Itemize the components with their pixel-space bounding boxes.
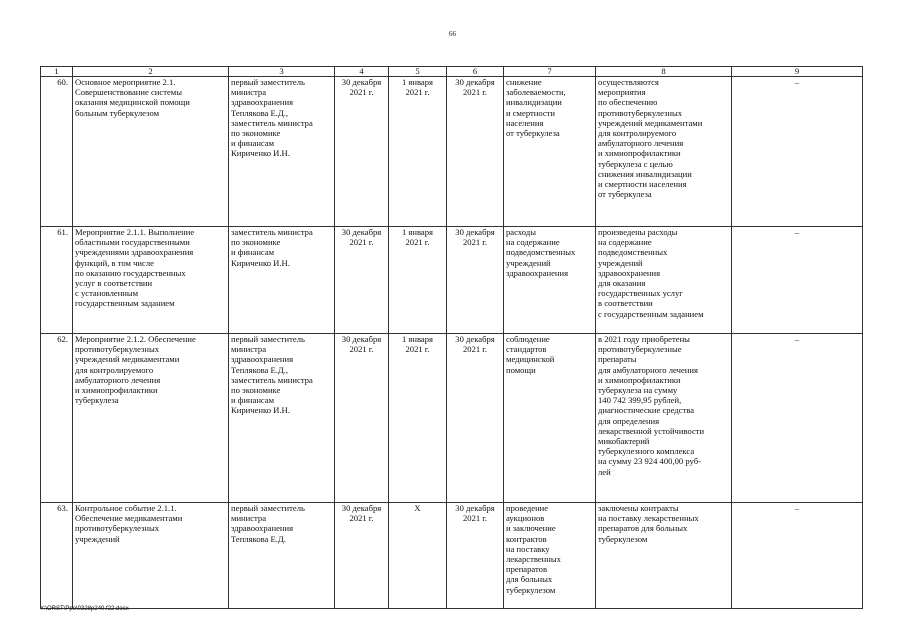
- actual-result-line: туберкулеза на сумму: [598, 385, 678, 396]
- table-row: [41, 227, 863, 334]
- expected-result-line: на поставку: [506, 543, 550, 554]
- actual-result-line: с государственным заданием: [598, 308, 704, 319]
- column-header: 2: [73, 67, 229, 77]
- actual-result-line: и смертности населения: [598, 179, 687, 190]
- actual-result: [596, 503, 732, 609]
- actual-result: [596, 77, 732, 227]
- actual-result-line: для амбулаторного лечения: [598, 364, 698, 375]
- start-date-line: 1 января: [401, 77, 433, 87]
- end-date-line: 2021 г.: [462, 344, 488, 355]
- expected-result-line: проведение: [506, 503, 549, 513]
- expected-result-line: и смертности: [506, 107, 556, 118]
- start-date: [389, 77, 447, 227]
- expected-result-line: здравоохранения: [506, 267, 569, 278]
- responsible-person-line: заместитель министра: [231, 374, 313, 385]
- end-date-line: 2021 г.: [462, 87, 488, 98]
- expected-result: [504, 227, 596, 334]
- row-number: 62.: [41, 334, 73, 503]
- column-header: 5: [389, 67, 447, 77]
- note: –: [732, 334, 863, 503]
- end-date: [447, 334, 504, 503]
- responsible-person-line: заместитель министра: [231, 227, 313, 237]
- actual-result-line: на содержание: [598, 237, 652, 248]
- end-date-line: 30 декабря: [455, 503, 495, 513]
- measure-name-line: функций, в том числе: [75, 257, 154, 268]
- actual-result-line: заключены контракты: [598, 503, 679, 513]
- expected-result-line: учреждений: [506, 257, 551, 268]
- start-date-line: Х: [414, 503, 421, 513]
- expected-result-line: контрактов: [506, 533, 547, 544]
- responsible-person-line: здравоохранения: [231, 97, 294, 108]
- actual-result-line: противотуберкулезных: [598, 107, 683, 118]
- responsible-person-line: и финансам: [231, 138, 275, 149]
- actual-result-line: здравоохранения: [598, 267, 661, 278]
- measure-name-line: учреждениями здравоохранения: [75, 247, 194, 258]
- footer-file-path: Y:\ORST\Ppo\0328p240.f22.docx: [40, 606, 129, 612]
- responsible-person-line: Теплякова Е.Д.,: [231, 107, 289, 118]
- measure-name-line: и химиопрофилактики: [75, 385, 158, 396]
- table-header-row: [41, 67, 863, 77]
- actual-result: [596, 334, 732, 503]
- actual-result-line: государственных услуг: [598, 288, 683, 299]
- actual-result-line: лекарственной устойчивости: [598, 425, 705, 436]
- actual-result-line: мероприятия: [598, 87, 646, 98]
- measure-name: [73, 334, 229, 503]
- responsible-person-line: по экономике: [231, 237, 281, 248]
- expected-result: [504, 334, 596, 503]
- actual-result-line: и химиопрофилактики: [598, 374, 681, 385]
- planned-date-line: 30 декабря: [341, 503, 382, 513]
- responsible-person-line: первый заместитель: [231, 334, 305, 344]
- planned-date: [335, 334, 389, 503]
- responsible-person: [229, 77, 335, 227]
- measure-name: [73, 77, 229, 227]
- actual-result-line: в 2021 году приобретены: [598, 334, 690, 344]
- actual-result-line: в соответствии: [598, 298, 653, 309]
- responsible-person-line: министра: [231, 87, 267, 98]
- planned-date-line: 30 декабря: [341, 334, 382, 344]
- responsible-person-line: Теплякова Е.Д.: [231, 533, 286, 544]
- actual-result-line: учреждений: [598, 257, 643, 268]
- planned-date-line: 2021 г.: [349, 513, 374, 524]
- responsible-person-line: и финансам: [231, 395, 275, 406]
- planned-date-line: 30 декабря: [341, 227, 382, 237]
- actual-result-line: лей: [598, 466, 611, 477]
- start-date-line: 1 января: [401, 227, 433, 237]
- actual-result-line: препараты: [598, 354, 637, 365]
- expected-result-line: снижение: [506, 77, 542, 87]
- actual-result-line: учреждений медикаментами: [598, 117, 703, 128]
- note: –: [732, 77, 863, 227]
- note: –: [732, 227, 863, 334]
- measure-name-line: противотуберкулезных: [75, 344, 160, 355]
- actual-result-line: от туберкулеза: [598, 189, 652, 200]
- start-date-line: 1 января: [401, 334, 433, 344]
- table-row: [41, 334, 863, 503]
- end-date-line: 30 декабря: [455, 334, 495, 344]
- responsible-person-line: министра: [231, 513, 267, 524]
- responsible-person-line: заместитель министра: [231, 117, 313, 128]
- page-number: 66: [449, 30, 456, 38]
- end-date: [447, 77, 504, 227]
- column-header: 3: [229, 67, 335, 77]
- measure-name-line: Обеспечение медикаментами: [75, 513, 183, 524]
- planned-date-line: 2021 г.: [349, 344, 374, 355]
- responsible-person-line: по экономике: [231, 385, 281, 396]
- responsible-person-line: министра: [231, 344, 267, 355]
- measure-name-line: государственным заданием: [75, 298, 175, 309]
- expected-result-line: туберкулезом: [506, 584, 556, 595]
- column-header: 1: [41, 67, 73, 77]
- expected-result-line: и заключение: [506, 523, 556, 534]
- planned-date-line: 2021 г.: [349, 87, 374, 98]
- table-body: [41, 77, 863, 609]
- responsible-person-line: и финансам: [231, 247, 275, 258]
- end-date-line: 30 декабря: [455, 77, 495, 87]
- row-number: 60.: [41, 77, 73, 227]
- expected-result-line: для больных: [506, 574, 553, 585]
- actual-result-line: на сумму 23 924 400,00 руб-: [598, 456, 701, 467]
- expected-result-line: препаратов: [506, 564, 548, 575]
- column-header: 8: [596, 67, 732, 77]
- responsible-person-line: по экономике: [231, 128, 281, 139]
- start-date: [389, 334, 447, 503]
- measure-name-line: для контролируемого: [75, 364, 154, 375]
- responsible-person-line: первый заместитель: [231, 503, 305, 513]
- column-header: 6: [447, 67, 504, 77]
- planned-date: [335, 503, 389, 609]
- expected-result-line: аукционов: [506, 513, 545, 524]
- actual-result-line: противотуберкулезные: [598, 344, 682, 355]
- expected-result-line: на содержание: [506, 237, 560, 248]
- planned-date-line: 2021 г.: [349, 237, 374, 248]
- expected-result-line: заболеваемости,: [506, 87, 566, 98]
- actual-result-line: 140 742 399,95 рублей,: [598, 395, 682, 406]
- start-date-line: 2021 г.: [405, 237, 430, 248]
- expected-result-line: стандартов: [506, 344, 547, 355]
- column-header: 7: [504, 67, 596, 77]
- measure-name-line: Совершенствование системы: [75, 87, 182, 98]
- table-row: [41, 77, 863, 227]
- measure-name-line: туберкулеза: [75, 395, 119, 406]
- expected-result-line: расходы: [506, 227, 536, 237]
- actual-result-line: амбулаторного лечения: [598, 138, 684, 149]
- measure-name: [73, 227, 229, 334]
- expected-result-line: соблюдение: [506, 334, 550, 344]
- end-date-line: 2021 г.: [462, 237, 488, 248]
- actual-result-line: осуществляются: [598, 77, 659, 87]
- measure-name-line: больным туберкулезом: [75, 107, 160, 118]
- expected-result-line: от туберкулеза: [506, 128, 560, 139]
- measure-name-line: по оказанию государственных: [75, 267, 186, 278]
- start-date: [389, 503, 447, 609]
- column-header: 9: [732, 67, 863, 77]
- row-number: 63.: [41, 503, 73, 609]
- measure-name-line: Основное мероприятие 2.1.: [75, 77, 176, 87]
- report-table: [40, 66, 863, 609]
- actual-result-line: снижения инвалидизации: [598, 168, 692, 179]
- end-date-line: 2021 г.: [462, 513, 488, 524]
- actual-result-line: диагностические средства: [598, 405, 695, 416]
- planned-date: [335, 227, 389, 334]
- column-header: 4: [335, 67, 389, 77]
- end-date-line: 30 декабря: [455, 227, 495, 237]
- expected-result: [504, 77, 596, 227]
- start-date: [389, 227, 447, 334]
- expected-result-line: лекарственных: [506, 554, 561, 565]
- actual-result-line: по обеспечению: [598, 97, 658, 108]
- measure-name-line: противотуберкулезных: [75, 523, 160, 534]
- actual-result: [596, 227, 732, 334]
- expected-result-line: инвалидизации: [506, 97, 562, 108]
- measure-name-line: областными государственными: [75, 237, 190, 248]
- actual-result-line: препаратов для больных: [598, 523, 688, 534]
- measure-name-line: учреждений: [75, 533, 120, 544]
- responsible-person-line: Теплякова Е.Д.,: [231, 364, 289, 375]
- start-date-line: 2021 г.: [405, 344, 430, 355]
- end-date: [447, 227, 504, 334]
- actual-result-line: для определения: [598, 415, 660, 426]
- actual-result-line: туберкулеза с целью: [598, 158, 673, 169]
- responsible-person-line: Кириченко И.Н.: [231, 148, 290, 159]
- expected-result-line: населения: [506, 117, 544, 128]
- responsible-person: [229, 227, 335, 334]
- responsible-person: [229, 334, 335, 503]
- measure-name-line: учреждений медикаментами: [75, 354, 180, 365]
- expected-result-line: помощи: [506, 364, 536, 375]
- actual-result-line: туберкулезного комплекса: [598, 446, 695, 457]
- responsible-person-line: здравоохранения: [231, 354, 294, 365]
- responsible-person-line: Кириченко И.Н.: [231, 257, 290, 268]
- row-number: 61.: [41, 227, 73, 334]
- measure-name-line: Мероприятие 2.1.1. Выполнение: [75, 227, 195, 237]
- measure-name-line: амбулаторного лечения: [75, 374, 161, 385]
- responsible-person-line: здравоохранения: [231, 523, 294, 534]
- planned-date-line: 30 декабря: [341, 77, 382, 87]
- responsible-person-line: первый заместитель: [231, 77, 305, 87]
- actual-result-line: на поставку лекарственных: [598, 513, 699, 524]
- measure-name-line: Контрольное событие 2.1.1.: [75, 503, 177, 513]
- expected-result-line: подведомственных: [506, 247, 576, 258]
- responsible-person-line: Кириченко И.Н.: [231, 405, 290, 416]
- actual-result-line: микобактерий: [598, 436, 650, 447]
- expected-result: [504, 503, 596, 609]
- end-date: [447, 503, 504, 609]
- measure-name-line: услуг в соответствии: [75, 278, 153, 289]
- note: –: [732, 503, 863, 609]
- actual-result-line: произведены расходы: [598, 227, 678, 237]
- measure-name-line: оказания медицинской помощи: [75, 97, 190, 108]
- start-date-line: 2021 г.: [405, 87, 430, 98]
- planned-date: [335, 77, 389, 227]
- responsible-person: [229, 503, 335, 609]
- actual-result-line: и химиопрофилактики: [598, 148, 681, 159]
- expected-result-line: медицинской: [506, 354, 555, 365]
- actual-result-line: для контролируемого: [598, 128, 677, 139]
- measure-name: [73, 503, 229, 609]
- measure-name-line: с установленным: [75, 288, 139, 299]
- actual-result-line: туберкулезом: [598, 533, 648, 544]
- table-row: [41, 503, 863, 609]
- actual-result-line: для оказания: [598, 278, 646, 289]
- actual-result-line: подведомственных: [598, 247, 668, 258]
- measure-name-line: Мероприятие 2.1.2. Обеспечение: [75, 334, 196, 344]
